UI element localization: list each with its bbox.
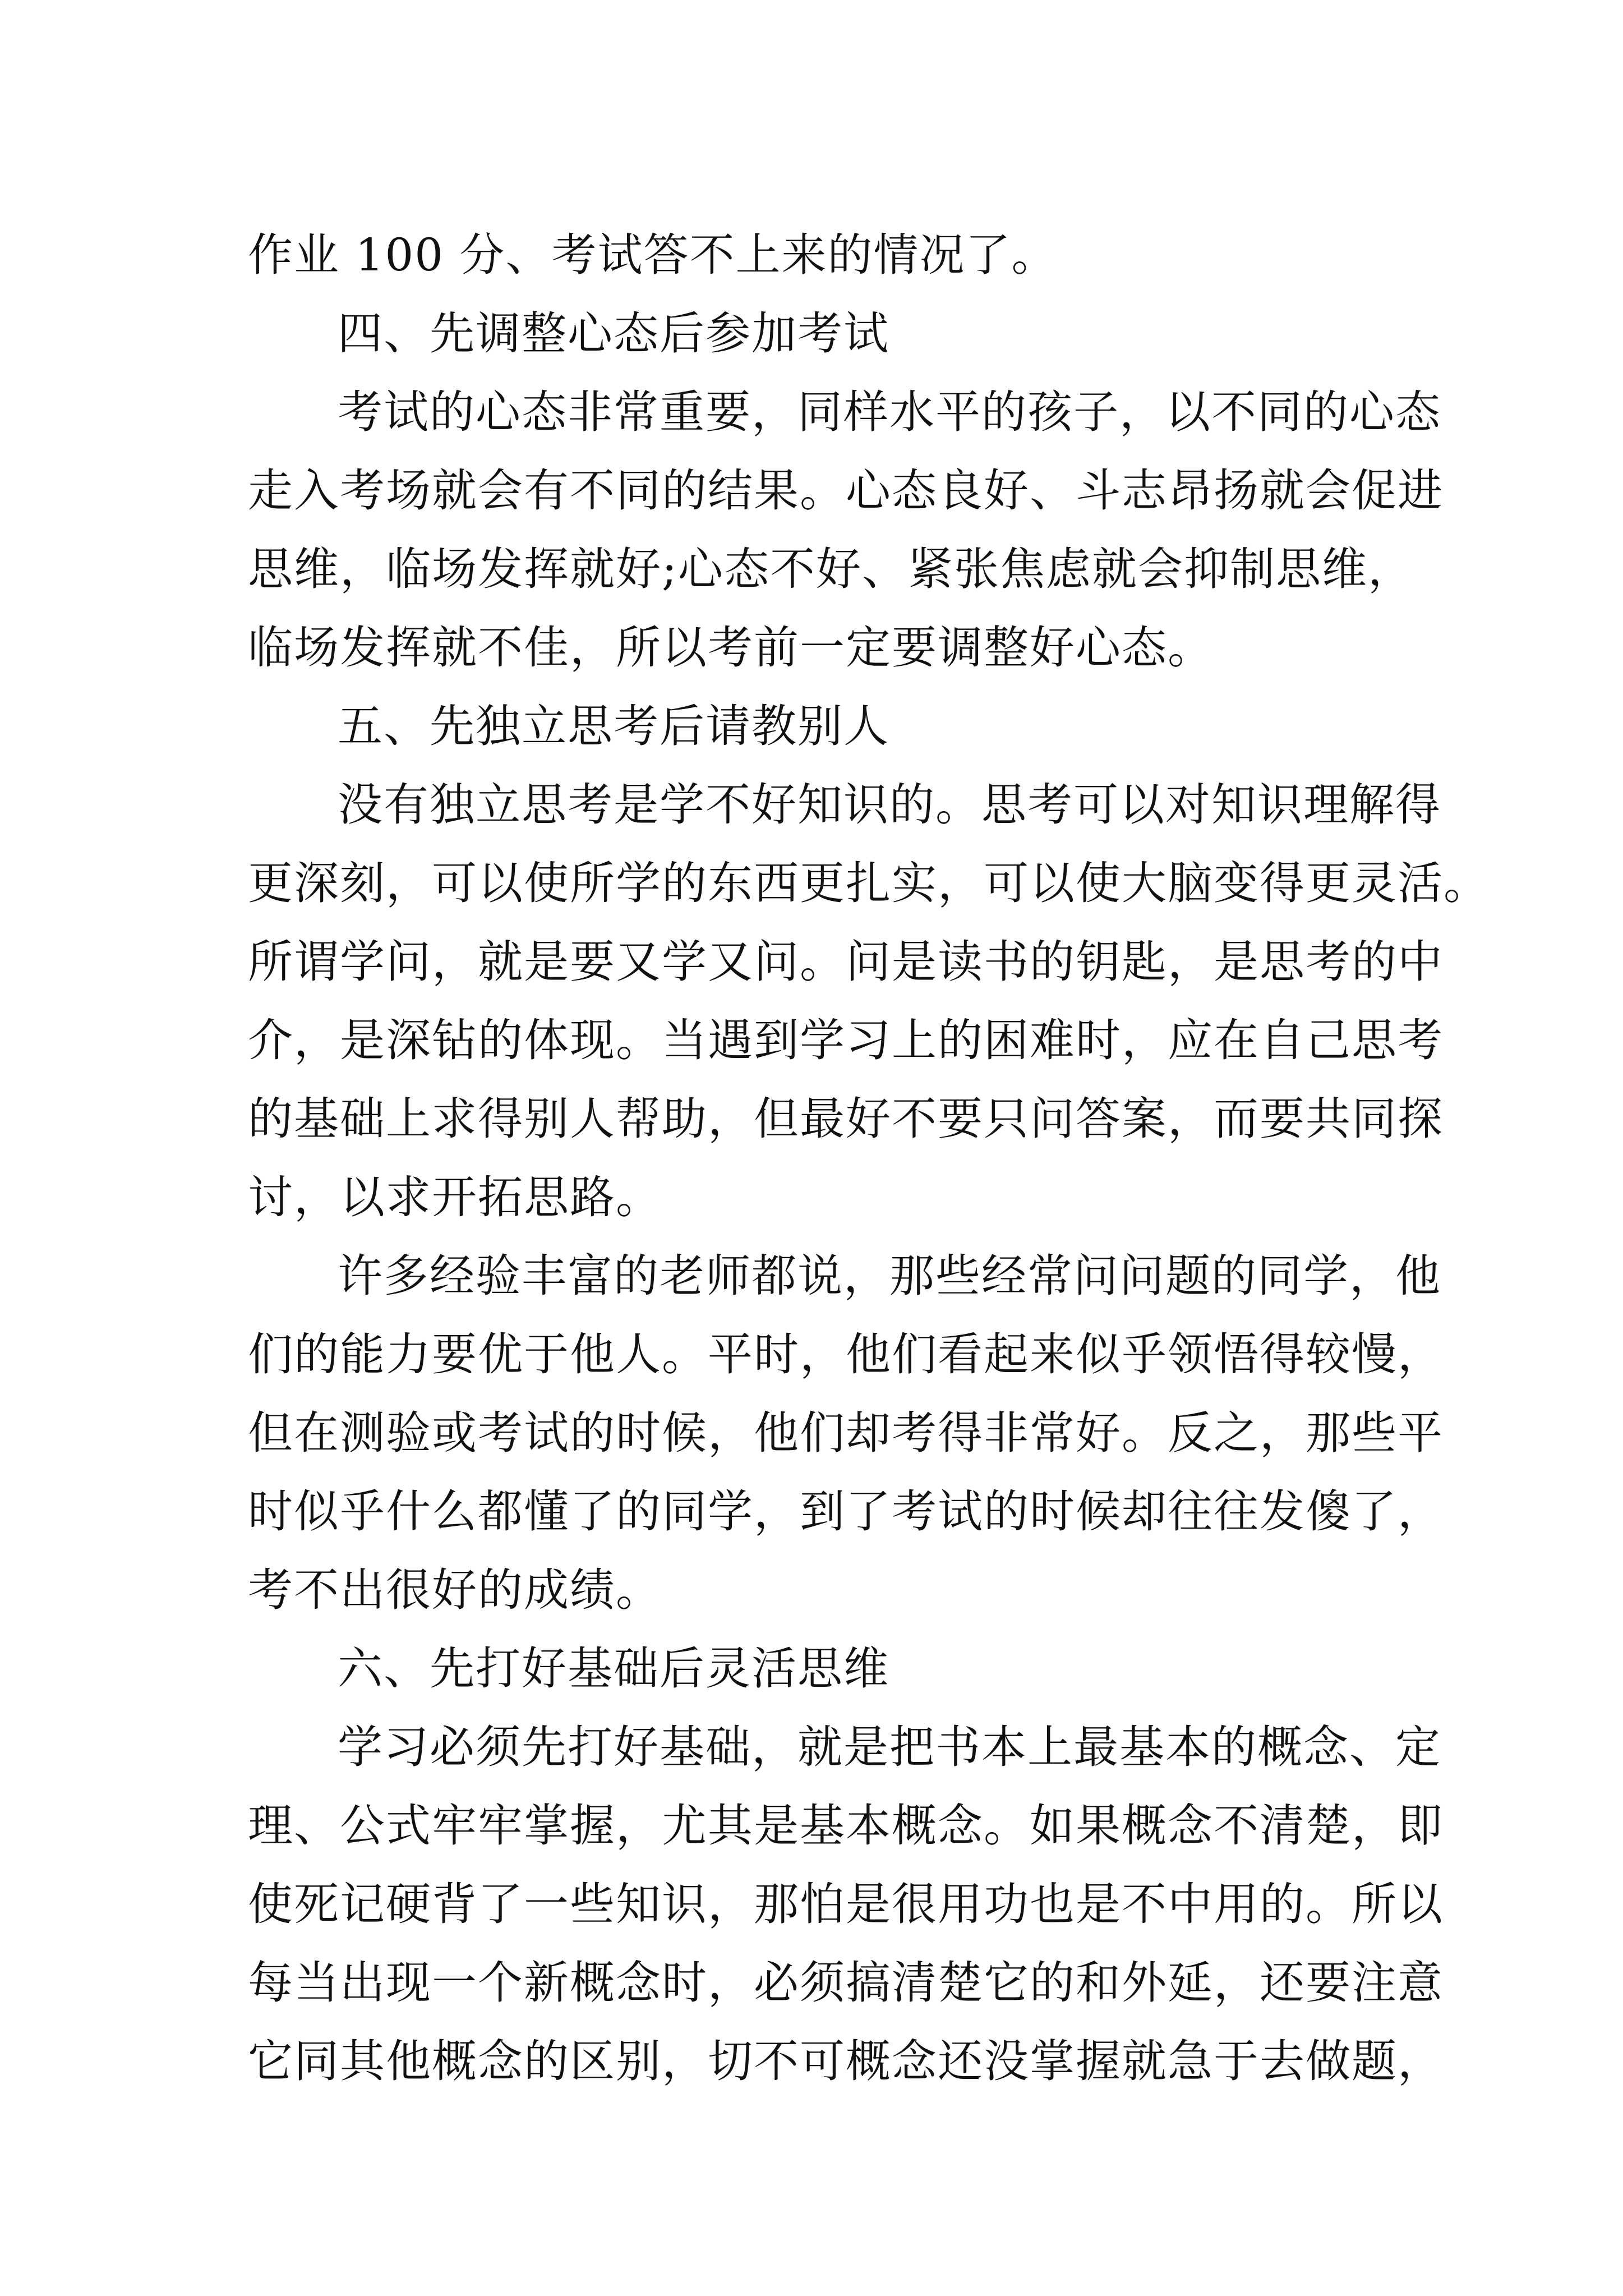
text-line: 但在测验或考试的时候，他们却考得非常好。反之，那些平	[248, 1407, 1444, 1459]
section-heading-4: 四、先调整心态后参加考试	[338, 307, 889, 360]
text-line: 作业 100 分、考试答不上来的情况了。	[248, 229, 1058, 281]
text-line: 每当出现一个新概念时，必须搞清楚它的和外延，还要注意	[248, 1957, 1444, 2009]
text-line: 理、公式牢牢掌握，尤其是基本概念。如果概念不清楚，即	[248, 1800, 1444, 1852]
text-line: 们的能力要优于他人。平时，他们看起来似乎领悟得较慢，	[248, 1328, 1444, 1381]
text-line: 它同其他概念的区别，切不可概念还没掌握就急于去做题，	[248, 2035, 1444, 2087]
text-line: 的基础上求得别人帮助，但最好不要只问答案，而要共同探	[248, 1093, 1444, 1145]
text-line: 时似乎什么都懂了的同学，到了考试的时候却往往发傻了，	[248, 1485, 1444, 1538]
text-line: 考试的心态非常重要，同样水平的孩子，以不同的心态	[338, 386, 1441, 438]
text-line: 思维，临场发挥就好;心态不好、紧张焦虑就会抑制思维，	[248, 543, 1414, 595]
section-heading-6: 六、先打好基础后灵活思维	[338, 1642, 889, 1695]
text-line: 考不出很好的成绩。	[248, 1564, 662, 1616]
text-line: 讨，以求开拓思路。	[248, 1171, 662, 1223]
text-line: 许多经验丰富的老师都说，那些经常问问题的同学，他	[338, 1250, 1441, 1302]
document-body	[248, 216, 1490, 2101]
text-line: 没有独立思考是学不好知识的。思考可以对知识理解得	[338, 779, 1441, 831]
text-line: 使死记硬背了一些知识，那怕是很用功也是不中用的。所以	[248, 1878, 1444, 1930]
section-heading-5: 五、先独立思考后请教别人	[338, 700, 889, 752]
text-line: 临场发挥就不佳，所以考前一定要调整好心态。	[248, 622, 1214, 674]
text-line: 介，是深钻的体现。当遇到学习上的困难时，应在自己思考	[248, 1014, 1444, 1066]
text-line: 所谓学问，就是要又学又问。问是读书的钥匙，是思考的中	[248, 936, 1444, 988]
text-line: 走入考场就会有不同的结果。心态良好、斗志昂扬就会促进	[248, 464, 1444, 517]
text-line: 学习必须先打好基础，就是把书本上最基本的概念、定	[338, 1721, 1441, 1773]
text-line: 更深刻，可以使所学的东西更扎实，可以使大脑变得更灵活。	[248, 857, 1490, 909]
